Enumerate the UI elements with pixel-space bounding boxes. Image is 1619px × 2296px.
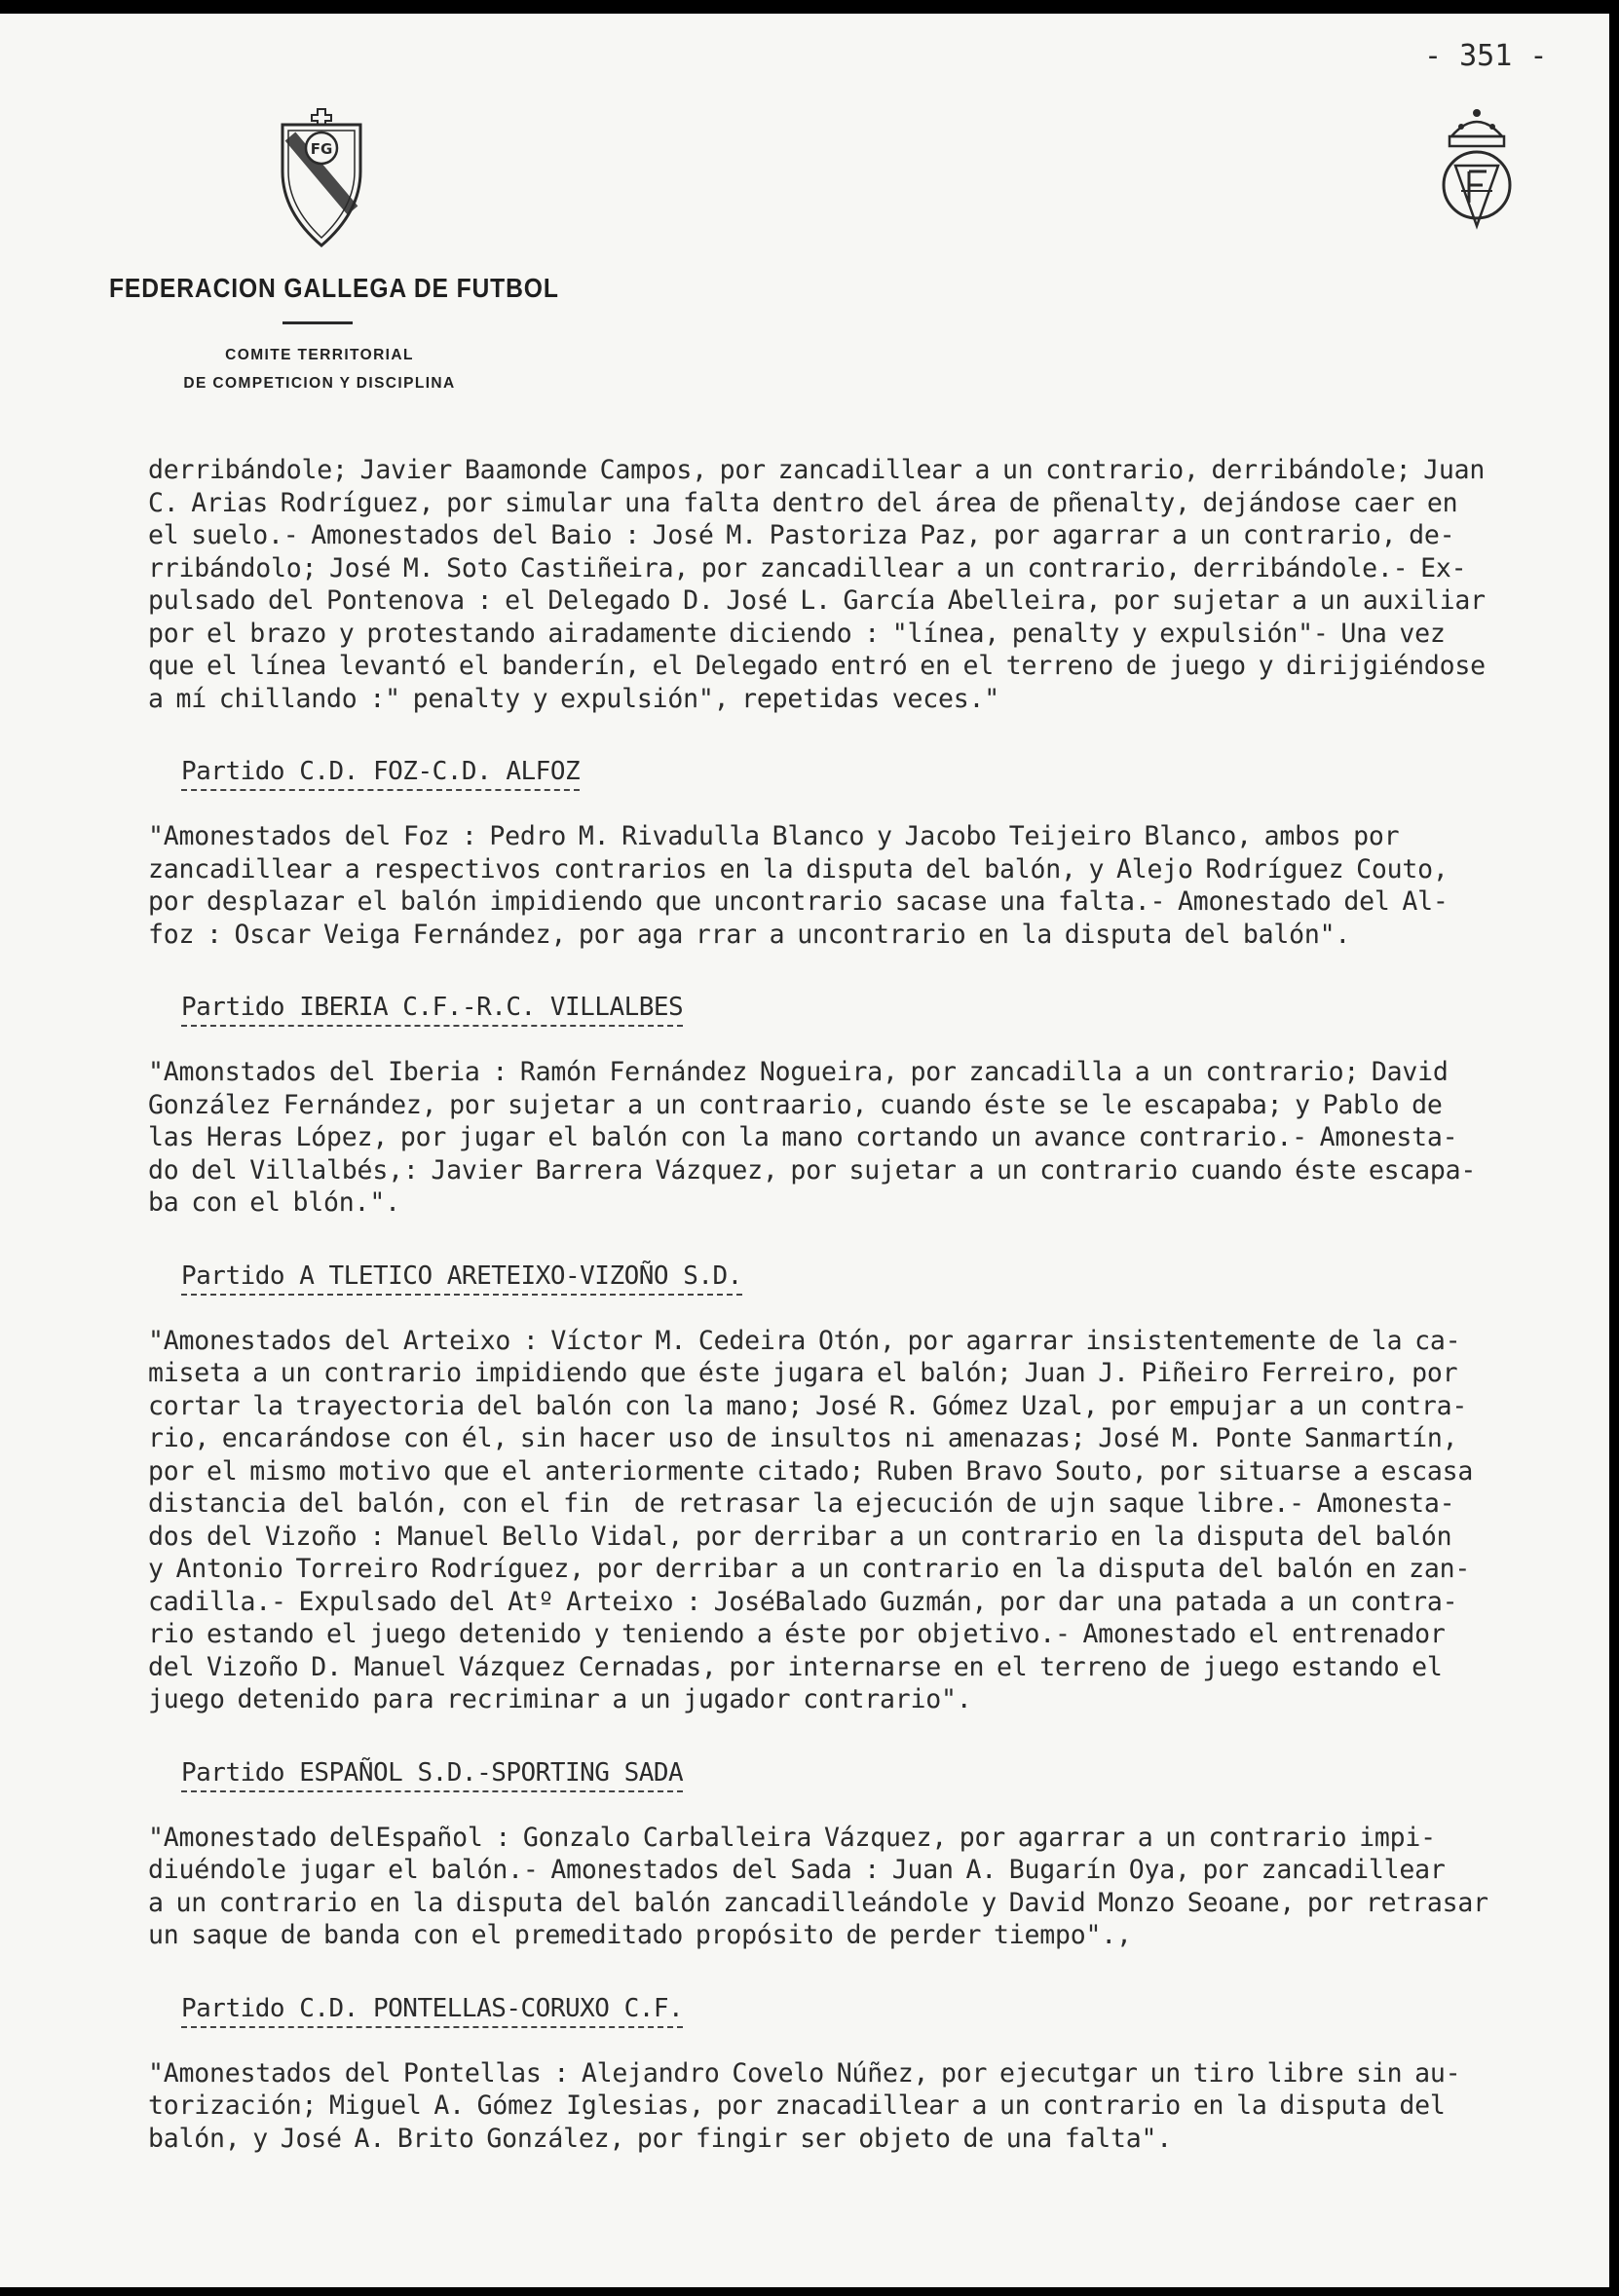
header-divider [282,321,353,324]
rfef-crown-crest-icon [1432,101,1522,236]
match-heading: Partido IBERIA C.F.-R.C. VILLALBES [181,992,683,1027]
match-heading: Partido A TLETICO ARETEIXO-VIZOÑO S.D. [181,1261,742,1296]
document-page [0,14,1609,2287]
document-body [148,454,1605,2176]
match-section [148,1974,1605,2156]
match-heading: Partido ESPAÑOL S.D.-SPORTING SADA [181,1757,683,1792]
match-paragraph: "Amonestados del Pontellas : Alejandro Covelo Núñez, por ejecutgar un tiro libre sin au- torización; Miguel A. Gómez Iglesias, por znacadillear a un contrario en la disputa del balón, y José A. Brito González, por fingir ser objeto de una falta". [148,2057,1461,2154]
match-paragraph: "Amonestados del Foz : Pedro M. Rivadulla Blanco y Jacobo Teijeiro Blanco, ambos por zancadillear a respectivos contrarios en la disputa del balón, y Alejo Rodríguez Couto, por desplazar el balón impidiendo que uncontrario sacase una falta.- Amonestado del Al- foz : Oscar Veiga Fernández, por aga rrar a uncontrario en la disputa del balón". [148,821,1449,950]
match-heading: Partido C.D. PONTELLAS-CORUXO C.F. [181,1993,683,2028]
committee-line-1: COMITE TERRITORIAL [225,347,414,363]
match-paragraph: "Amonestados del Arteixo : Víctor M. Cedeira Otón, por agarrar insistentemente de la ca- miseta a un contrario impidiendo que éste jugara el balón; Juan J. Piñeiro Ferreiro, por cortar la trayectoria del balón con la mano; José R. Gómez Uzal, por empujar a un contra- rio, encarándose con él, sin hacer uso de insultos ni amenazas; José M. Ponte Sanmartín, por el mismo motivo que el anteriormente citado; Ruben Bravo Souto, por situarse a escasa distancia del balón, con el fin de retrasar la ejecución de ujn saque libre.- Amonesta- dos del Vizoño : Manuel Bello Vidal, por derribar a un contrario en la disputa del balón y Antonio Torreiro Rodríguez, por derribar a un contrario en la disputa del balón en zan- cadilla.- Expulsado del Atº Arteixo : JoséBalado Guzmán, por dar una patada a un contra- rio estando el juego detenido y teniendo a éste por objetivo.- Amonestado el entrenador del Vizoño D. Manuel Vázquez Cernadas, por internarse en el terreno de juego estando el juego detenido para recriminar a un jugador contrario". [148,1325,1474,1714]
match-section [148,1738,1605,1952]
intro-paragraph: derribándole; Javier Baamonde Campos, por zancadillear a un contrario, derribándole; Juan C. Arias Rodríguez, por simular una falta dentro del área de pñenalty, dejándose caer en el suelo.- Amonestados del Baio : José M. Pastoriza Paz, por agarrar a un contrario, de- rribándolo; José M. Soto Castiñeira, por zancadillear a un contrario, derribándole.- Ex- pulsado del Pontenova : el Delegado D. José L. García Abelleira, por sujetar a un auxiliar por el brazo y protestando airadamente diciendo : "línea, penalty y expulsión"- Una vez que el línea levantó el banderín, el Delegado entró en el terreno de juego y dirijgiéndose a mí chillando :" penalty y expulsión", repetidas veces." [148,455,1486,714]
match-paragraph: "Amonestado delEspañol : Gonzalo Carballeira Vázquez, por agarrar a un contrario impi- diuéndole jugar el balón.- Amonestados del Sada : Juan A. Bugarín Oya, por zancadillear a un contrario en la disputa del balón zancadilleándole y David Monzo Seoane, por retrasar un saque de banda con el premeditado propósito de perder tiempo"., [148,1822,1488,1950]
page-number: - 351 - [1424,39,1548,73]
committee-name [117,341,522,397]
match-paragraph: "Amonstados del Iberia : Ramón Fernández Nogueira, por zancadilla a un contrario; David González Fernández, por sujetar a un contraario, cuando éste se le escapaba; y Pablo de las Heras López, por jugar el balón con la mano cortando un avance contrario.- Amonesta- do del Villalbés,: Javier Barrera Vázquez, por sujetar a un contrario cuando éste escapa- ba con el blón.". [148,1057,1477,1218]
svg-text:FG: FG [310,140,333,158]
federation-name: FEDERACION GALLEGA DE FUTBOL [109,273,559,303]
galician-federation-shield-icon [279,103,364,247]
match-section [148,972,1605,1220]
match-heading: Partido C.D. FOZ-C.D. ALFOZ [181,756,580,791]
committee-line-2: DE COMPETICION Y DISCIPLINA [183,375,456,392]
match-section [148,1241,1605,1716]
match-section [148,736,1605,951]
